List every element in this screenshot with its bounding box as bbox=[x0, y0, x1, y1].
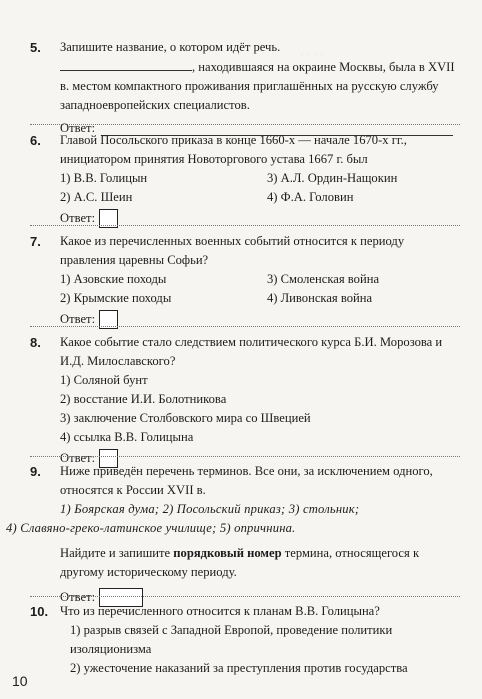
question-8 bbox=[30, 333, 460, 468]
page-number: 10 bbox=[12, 673, 28, 689]
answer-label: Ответ: bbox=[60, 312, 96, 326]
question-5 bbox=[30, 38, 460, 138]
instruction-text-rest: термина, относящегося к другому историческому периоду. bbox=[60, 546, 420, 579]
option[interactable]: 3) Смоленская война bbox=[267, 272, 380, 286]
option[interactable]: 3) А.Л. Ордин-Нащокин bbox=[267, 171, 398, 185]
question-7 bbox=[30, 232, 460, 329]
question-stem: Какое событие стало следствием политического курса Б.И. Морозова и И.Д. Милославского? bbox=[60, 335, 443, 368]
terms-list-continued: 4) Славяно-греко-латинское училище; 5) опричнина. bbox=[6, 521, 296, 535]
question-10 bbox=[30, 602, 460, 678]
instruction-emphasis: порядковый номер bbox=[173, 546, 282, 560]
divider bbox=[30, 456, 460, 457]
option[interactable]: 2) восстание И.И. Болотникова bbox=[60, 392, 227, 406]
question-stem: Главой Посольского приказа в конце 1660-х — начале 1670-х гг., инициатором принятия Новоторгового устава 1667 г. был bbox=[60, 133, 407, 166]
option[interactable]: 4) Ливонская война bbox=[267, 291, 373, 305]
options-list bbox=[60, 371, 460, 447]
divider bbox=[30, 225, 460, 226]
question-number: 7. bbox=[30, 234, 41, 249]
answer-label: Ответ: bbox=[60, 590, 96, 604]
question-9 bbox=[6, 462, 460, 607]
question-stem: Какое из перечисленных военных событий относится к периоду правления царевны Софьи? bbox=[60, 234, 405, 267]
terms-list: 1) Боярская дума; 2) Посольский приказ; 3) стольник; bbox=[60, 502, 360, 516]
question-number: 9. bbox=[30, 464, 41, 479]
question-number: 5. bbox=[30, 40, 41, 55]
option[interactable]: 1) В.В. Голицын bbox=[60, 171, 148, 185]
option[interactable]: 4) Ф.А. Головин bbox=[267, 190, 354, 204]
question-stem: Что из перечисленного относится к планам В.В. Голицына? bbox=[60, 604, 380, 618]
option[interactable]: 2) А.С. Шеин bbox=[60, 190, 133, 204]
options-list bbox=[60, 169, 460, 207]
bleed-through-text: · · · · bbox=[300, 49, 324, 61]
question-stem: Ниже приведён перечень терминов. Все они, за исключением одного, относятся к России XVII в. bbox=[60, 464, 433, 497]
option[interactable]: 4) ссылка В.В. Голицына bbox=[60, 430, 194, 444]
question-6 bbox=[30, 131, 460, 228]
divider bbox=[30, 596, 460, 597]
divider bbox=[30, 124, 460, 125]
instruction bbox=[60, 544, 460, 582]
question-text bbox=[60, 57, 460, 115]
answer-label: Ответ: bbox=[60, 211, 96, 225]
option[interactable]: 1) Соляной бунт bbox=[60, 373, 148, 387]
option[interactable]: 2) Крымские походы bbox=[60, 291, 172, 305]
question-text-rest: , находившаяся на окраине Москвы, была в XVII в. местом компактного проживания приглашённых на русскую службу западноевропейских специалистов. bbox=[60, 60, 455, 112]
question-number: 6. bbox=[30, 133, 41, 148]
answer-label: Ответ: bbox=[60, 451, 96, 465]
answer-blank[interactable] bbox=[60, 57, 192, 71]
divider bbox=[30, 326, 460, 327]
question-stem: Запишите название, о котором идёт речь. bbox=[60, 40, 281, 54]
options-list bbox=[60, 270, 460, 308]
instruction-text: Найдите и запишите bbox=[60, 546, 174, 560]
option[interactable]: 3) заключение Столбовского мира со Швецией bbox=[60, 411, 311, 425]
question-number: 8. bbox=[30, 335, 41, 350]
answer-label: Ответ: bbox=[60, 121, 96, 135]
option[interactable]: 1) Азовские походы bbox=[60, 272, 167, 286]
question-number: 10. bbox=[30, 604, 49, 619]
option[interactable]: 1) разрыв связей с Западной Европой, проведение политики изоляционизма bbox=[70, 623, 393, 656]
option[interactable]: 2) ужесточение наказаний за преступления против государства bbox=[70, 661, 408, 675]
